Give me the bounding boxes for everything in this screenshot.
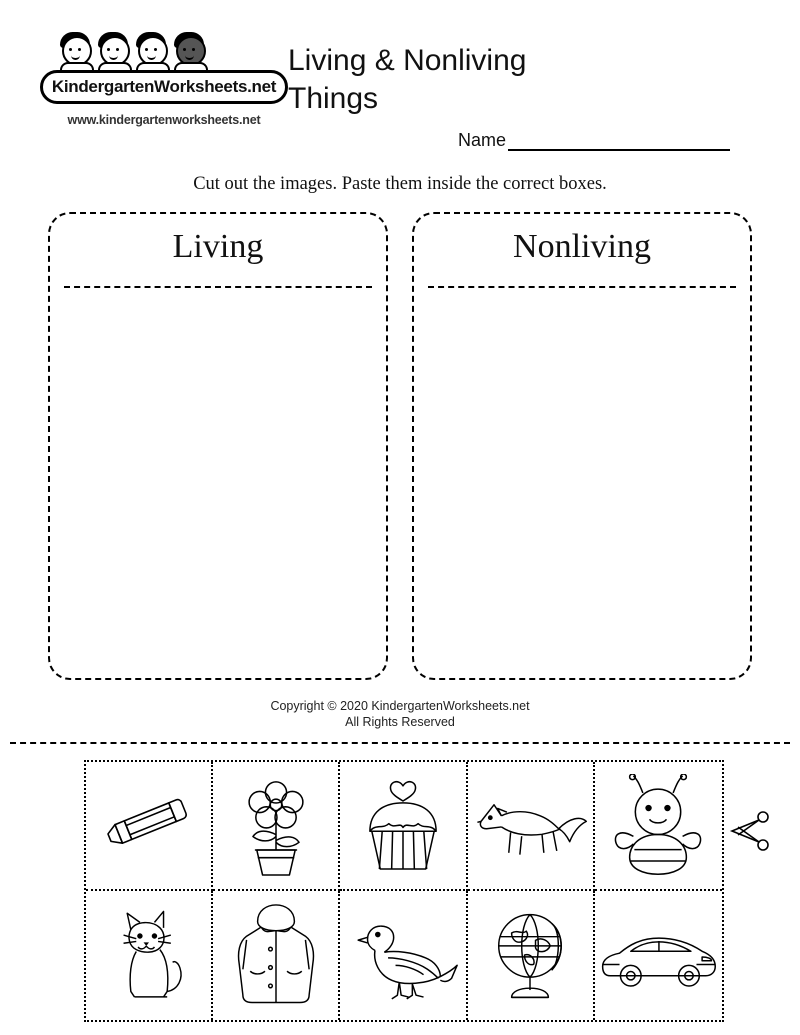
cutout-cell-jacket[interactable] [213,891,340,1020]
kid-figure-4 [172,34,208,74]
name-input-line[interactable] [508,131,730,151]
rights-line: All Rights Reserved [345,715,455,729]
page-title [288,42,708,118]
category-label-nonliving: Nonliving [513,228,651,265]
cutout-cell-car[interactable] [595,891,722,1020]
cutout-cell-bee[interactable] [595,762,722,891]
kids-illustration [58,34,258,74]
page-header [0,0,800,170]
category-box-nonliving[interactable] [412,212,752,680]
logo-wordmark[interactable] [40,70,288,104]
cut-here-dashed-line [10,742,790,744]
cutout-cell-cupcake[interactable] [340,762,467,891]
kid-figure-2 [96,34,132,74]
logo-word-kindergarten: Kindergarten [51,77,155,96]
category-underline-living [64,286,372,288]
cutout-cell-pigeon[interactable] [340,891,467,1020]
cutout-cell-potted-flower[interactable] [213,762,340,891]
logo-word-tld: .net [247,77,277,96]
category-underline-nonliving [428,286,736,288]
page-title-line-1: Living & Nonliving [288,44,527,77]
scissors-icon [726,808,772,854]
cutout-grid [84,760,724,1022]
cutout-cell-fox[interactable] [468,762,595,891]
copyright-line: Copyright © 2020 KindergartenWorksheets.net [270,699,530,713]
kid-figure-1 [58,34,94,74]
site-logo [40,34,290,127]
cutout-cell-globe[interactable] [468,891,595,1020]
category-boxes [48,212,752,690]
kid-figure-3 [134,34,170,74]
name-field-row [458,130,730,151]
logo-word-worksheets: Worksheets [154,77,248,96]
name-label: Name [458,130,507,150]
page-title-line-2: Things [288,82,379,115]
instructions-text: Cut out the images. Paste them inside the correct boxes. [193,174,607,194]
cutout-cell-cat[interactable] [86,891,213,1020]
category-label-living: Living [172,228,264,265]
footer-copyright [0,698,800,730]
cutout-cell-crayon[interactable] [86,762,213,891]
category-box-living[interactable] [48,212,388,680]
site-url: www.kindergartenworksheets.net [67,113,261,127]
